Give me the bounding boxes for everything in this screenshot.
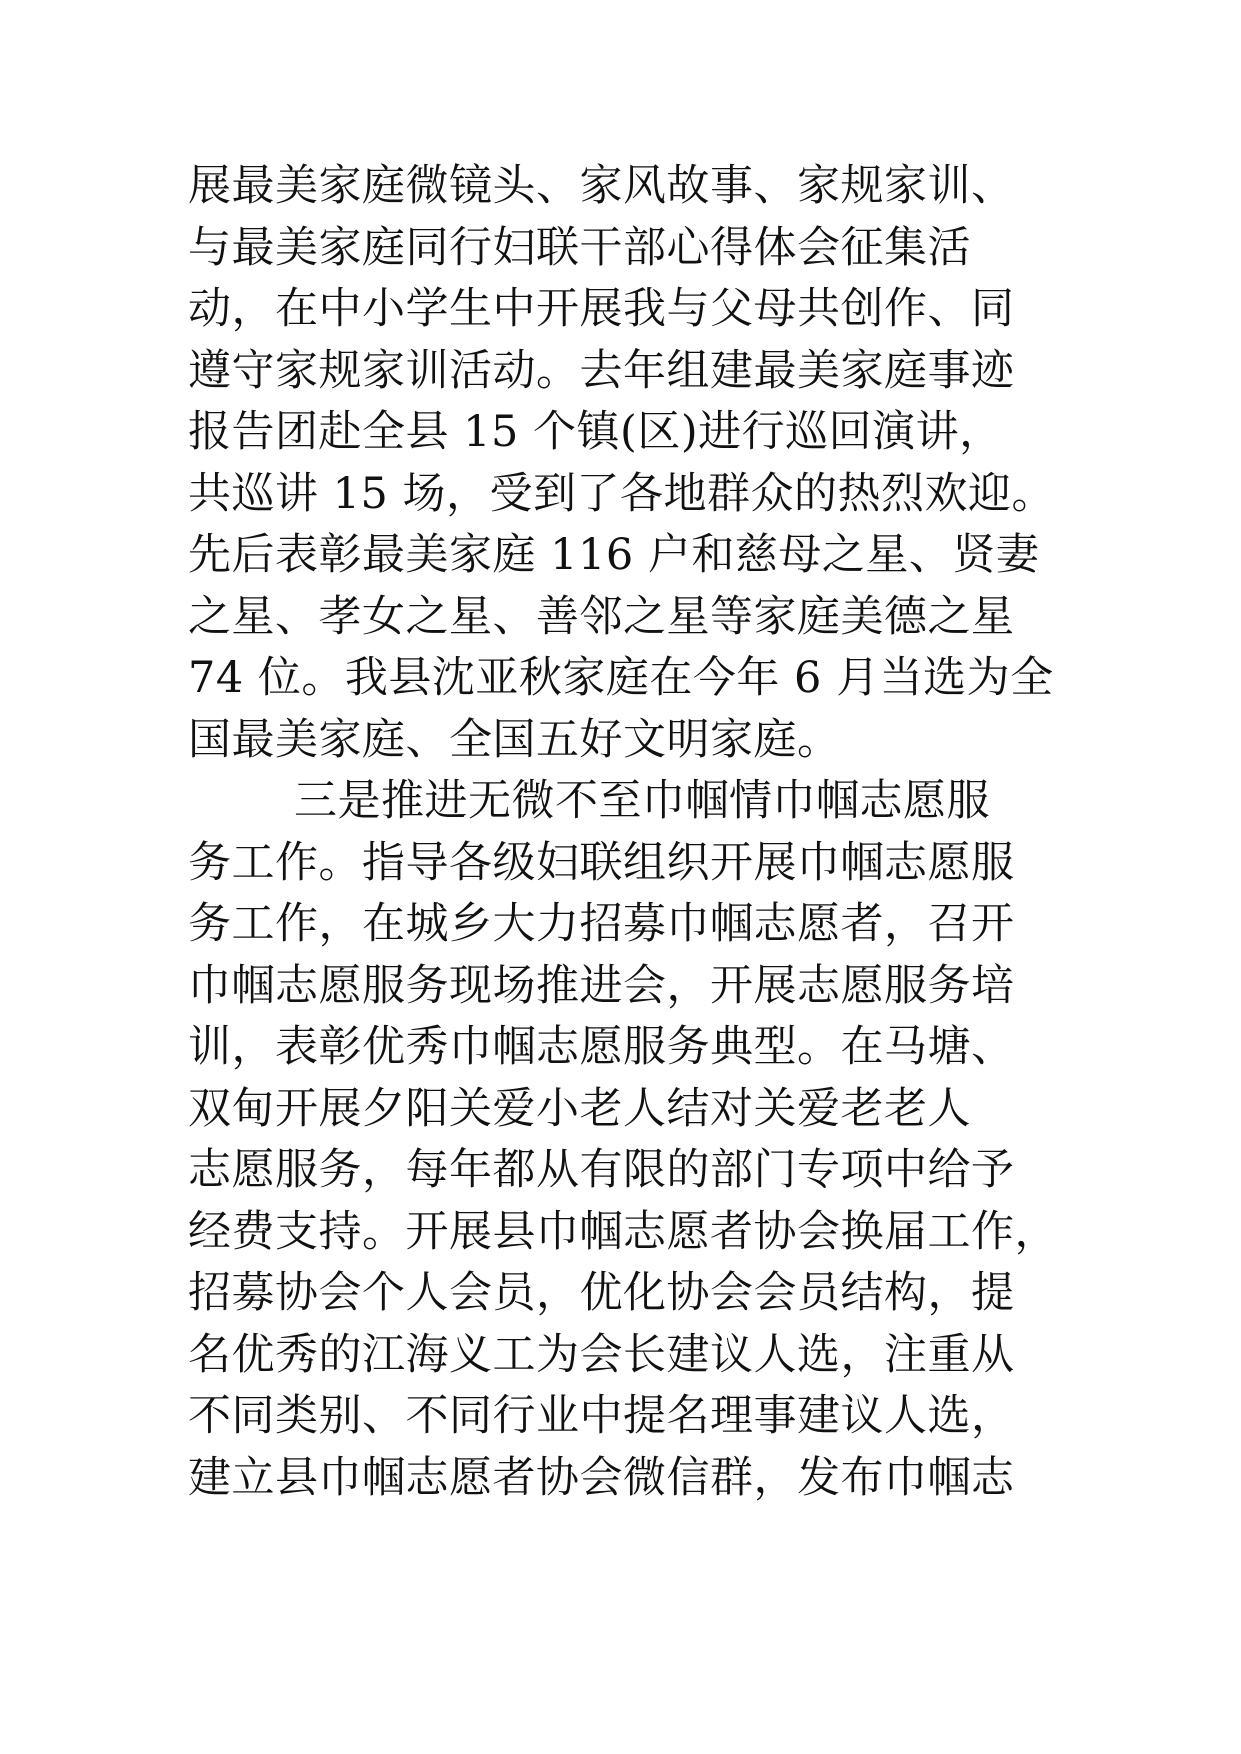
text-line: 务工作。指导各级妇联组织开展巾帼志愿服	[188, 837, 1015, 888]
text-line: 遵守家规家训活动。去年组建最美家庭事迹	[188, 345, 1015, 396]
text-line: 共巡讲 15 场，受到了各地群众的热烈欢迎。	[188, 468, 1056, 519]
text-line: 之星、孝女之星、善邻之星等家庭美德之星	[188, 591, 1015, 642]
text-line: 展最美家庭微镜头、家风故事、家规家训、	[188, 161, 1015, 211]
text-line: 国最美家庭、全国五好文明家庭。	[188, 714, 841, 765]
text-line: 动，在中小学生中开展我与父母共创作、同	[188, 284, 1015, 334]
text-line: 74 位。我县沈亚秋家庭在今年 6 月当选为全	[188, 653, 1054, 703]
text-line: 训，表彰优秀巾帼志愿服务典型。在马塘、	[188, 1022, 1015, 1072]
text-line: 志愿服务，每年都从有限的部门专项中给予	[188, 1145, 1015, 1195]
text-line: 报告团赴全县 15 个镇(区)进行巡回演讲，	[188, 407, 1003, 457]
text-line: 先后表彰最美家庭 116 户和慈母之星、贤妻	[188, 530, 1040, 580]
body-text	[188, 156, 1088, 1509]
text-line: 招募协会个人会员，优化协会会员结构，提	[188, 1268, 1015, 1318]
text-line: 巾帼志愿服务现场推进会，开展志愿服务培	[188, 960, 1015, 1011]
text-line: 务工作，在城乡大力招募巾帼志愿者，召开	[188, 899, 1015, 949]
text-line: 不同类别、不同行业中提名理事建议人选，	[188, 1391, 1015, 1441]
text-line: 名优秀的江海义工为会长建议人选，注重从	[188, 1329, 1015, 1380]
text-line: 建立县巾帼志愿者协会微信群，发布巾帼志	[188, 1452, 1015, 1503]
text-line: 与最美家庭同行妇联干部心得体会征集活	[188, 222, 971, 273]
text-line: 经费支持。开展县巾帼志愿者协会换届工作，	[188, 1206, 1058, 1257]
paragraph-start-line: 三是推进无微不至巾帼情巾帼志愿服	[294, 776, 990, 826]
text-line: 双甸开展夕阳关爱小老人结对关爱老老人	[188, 1083, 971, 1134]
